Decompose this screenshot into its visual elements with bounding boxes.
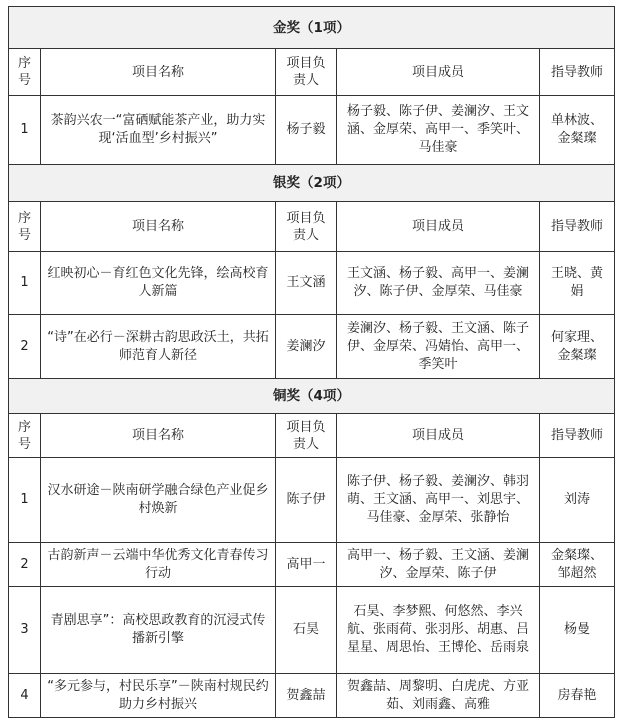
project-name: 青剧思享”：高校思政教育的沉浸式传播新引擎 bbox=[41, 587, 276, 674]
header-teacher: 指导教师 bbox=[540, 202, 615, 252]
row-num: 1 bbox=[9, 96, 41, 165]
project-leader: 高甲一 bbox=[276, 543, 337, 587]
section-title-silver: 银奖（2项） bbox=[9, 165, 615, 202]
project-name: 红映初心－育红色文化先锋，绘高校育人新篇 bbox=[41, 252, 276, 315]
row-num: 2 bbox=[9, 543, 41, 587]
project-teacher: 刘涛 bbox=[540, 458, 615, 543]
section-row-gold bbox=[9, 7, 615, 49]
project-members: 陈子伊、杨子毅、姜澜汐、韩羽萌、王文涵、高甲一、刘思宇、马佳豪、金厚荣、张静怡 bbox=[337, 458, 540, 543]
project-teacher: 王晓、黄娟 bbox=[540, 252, 615, 315]
project-name: 古韵新声－云端中华优秀文化青春传习行动 bbox=[41, 543, 276, 587]
table-row bbox=[9, 252, 615, 315]
project-leader: 石昊 bbox=[276, 587, 337, 674]
project-leader: 杨子毅 bbox=[276, 96, 337, 165]
project-name: 茶韵兴农一“富硒赋能茶产业，助力实现‘活血型’乡村振兴” bbox=[41, 96, 276, 165]
header-num: 序号 bbox=[9, 49, 41, 96]
project-name: “多元参与，村民乐享”－陕南村规民约助力乡村振兴 bbox=[41, 674, 276, 718]
section-title-gold: 金奖（1项） bbox=[9, 7, 615, 49]
header-leader: 项目负责人 bbox=[276, 202, 337, 252]
project-members: 贺鑫喆、周黎明、白虎虎、方亚茹、刘雨鑫、高雅 bbox=[337, 674, 540, 718]
header-members: 项目成员 bbox=[337, 49, 540, 96]
project-members: 高甲一、杨子毅、王文涵、姜澜汐、金厚荣、陈子伊 bbox=[337, 543, 540, 587]
section-title-bronze: 铜奖（4项） bbox=[9, 379, 615, 414]
project-leader: 陈子伊 bbox=[276, 458, 337, 543]
row-num: 2 bbox=[9, 315, 41, 379]
header-leader: 项目负责人 bbox=[276, 414, 337, 458]
project-members: 王文涵、杨子毅、高甲一、姜澜汐、陈子伊、金厚荣、马佳豪 bbox=[337, 252, 540, 315]
row-num: 1 bbox=[9, 458, 41, 543]
section-row-silver bbox=[9, 165, 615, 202]
project-teacher: 何家理、金粲璨 bbox=[540, 315, 615, 379]
header-teacher: 指导教师 bbox=[540, 414, 615, 458]
table-row bbox=[9, 458, 615, 543]
project-leader: 王文涵 bbox=[276, 252, 337, 315]
header-members: 项目成员 bbox=[337, 414, 540, 458]
project-members: 石昊、李梦熙、何悠然、李兴航、张雨荷、张羽彤、胡惠、吕星星、周思怡、王博伦、岳雨泉 bbox=[337, 587, 540, 674]
project-leader: 贺鑫喆 bbox=[276, 674, 337, 718]
table-row bbox=[9, 96, 615, 165]
header-row bbox=[9, 49, 615, 96]
table-row bbox=[9, 674, 615, 718]
row-num: 1 bbox=[9, 252, 41, 315]
project-teacher: 房春艳 bbox=[540, 674, 615, 718]
project-teacher: 杨曼 bbox=[540, 587, 615, 674]
header-row bbox=[9, 414, 615, 458]
project-members: 姜澜汐、杨子毅、王文涵、陈子伊、金厚荣、冯婧怡、高甲一、季笑叶 bbox=[337, 315, 540, 379]
table-row bbox=[9, 543, 615, 587]
header-members: 项目成员 bbox=[337, 202, 540, 252]
table-row bbox=[9, 315, 615, 379]
table-row bbox=[9, 587, 615, 674]
awards-document bbox=[8, 6, 615, 718]
row-num: 3 bbox=[9, 587, 41, 674]
awards-table bbox=[8, 6, 615, 718]
header-num: 序号 bbox=[9, 414, 41, 458]
header-num: 序号 bbox=[9, 202, 41, 252]
project-leader: 姜澜汐 bbox=[276, 315, 337, 379]
header-name: 项目名称 bbox=[41, 414, 276, 458]
project-teacher: 单林波、金粲璨 bbox=[540, 96, 615, 165]
section-row-bronze bbox=[9, 379, 615, 414]
header-row bbox=[9, 202, 615, 252]
project-teacher: 金粲璨、邹超然 bbox=[540, 543, 615, 587]
project-members: 杨子毅、陈子伊、姜澜汐、王文涵、金厚荣、高甲一、季笑叶、马佳豪 bbox=[337, 96, 540, 165]
header-name: 项目名称 bbox=[41, 49, 276, 96]
header-name: 项目名称 bbox=[41, 202, 276, 252]
header-teacher: 指导教师 bbox=[540, 49, 615, 96]
header-leader: 项目负责人 bbox=[276, 49, 337, 96]
project-name: 汉水研途－陕南研学融合绿色产业促乡村焕新 bbox=[41, 458, 276, 543]
project-name: “诗”在必行－深耕古韵思政沃土，共拓师范育人新径 bbox=[41, 315, 276, 379]
row-num: 4 bbox=[9, 674, 41, 718]
